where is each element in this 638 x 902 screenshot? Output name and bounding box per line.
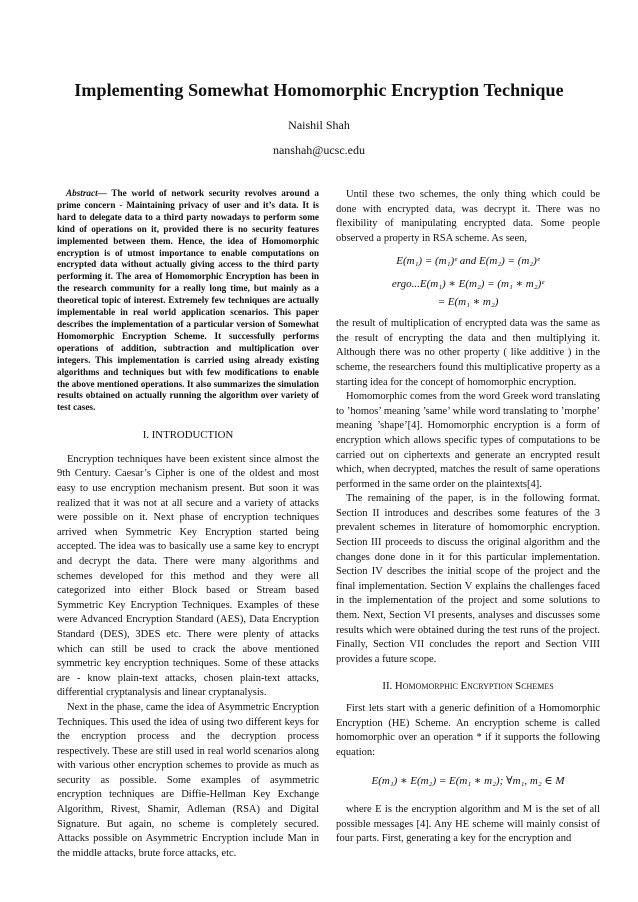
- paper-title: Implementing Somewhat Homomorphic Encryption Technique: [74, 80, 564, 100]
- equation-he-definition: E(m₁) ∗ E(m₂) = E(m₁ ∗ m₂); ∀m₁, m₂ ∈ M: [371, 775, 565, 788]
- equation-rsa-1: E(m₁) = (m₁)ᵉ and E(m₂) = (m₂)ᵉ: [396, 255, 540, 268]
- equation-rsa-2: ergo...E(m₁) ∗ E(m₂) = (m₁ ∗ m₂)ᵉ: [391, 277, 545, 290]
- section-heading-he-schemes: II. Homomorphic Encryption Schemes: [382, 680, 554, 693]
- abstract-dash: —: [97, 188, 112, 198]
- abstract-label: Abstract: [66, 188, 98, 198]
- intro-paragraph-4: the result of multiplication of encrypted data was the same as the result of encrypting the data and then multiplying it. Although there was no other property ( like additive ) in the scheme, the researchers found this multiplicative property as a starting idea for the concept of homomorphic encryption.: [336, 318, 600, 388]
- abstract-text: The world of network security revolves around a prime concern - Maintaining privacy of user and it’s data. It is hard to delegate data to a third party nowadays to perform some kind of operations on it, provided there is no security features implemented between them. Hence, the idea of Homomorphic encryption is of utmost importance to enable computations on encrypted data without actually giving access to the third party performing it. The area of Homomorphic Encryption has been in the research community for a really long time, but mainly as a theoretical topic of interest. Extremely few techniques are actually implementable in real world application scenarios. This paper describes the implementation of a particular version of Somewhat Homomorphic Encryption Scheme. It successfully performs operations of addition, subtraction and multiplication over integers. This implementation is carried using already existing algorithms and techniques but with few modifications to enable the above mentioned operations. It also summarizes the simulation results obtained on actually running the algorithm over variety of test cases.: [57, 188, 319, 413]
- abstract: [57, 188, 319, 414]
- intro-paragraph-3: Until these two schemes, the only thing which could be done with encrypted data, was decrypt it. There was no flexibility of manipulating encrypted data. Some people observed a property in RSA scheme. As seen,: [336, 189, 600, 244]
- author-name: Naishil Shah: [288, 118, 350, 132]
- section-heading-introduction: I. INTRODUCTION: [142, 429, 234, 442]
- intro-paragraph-2: Next in the phase, came the idea of Asymmetric Encryption Techniques. This used the idea of using two different keys for the encryption process and the decryption process respectively. These are still used in real world scenarios along with various other encryption schemes to provide as much as security as possible. Some examples of asymmetric encryption techniques are Diffie-Hellman Key Exchange Algorithm, Rivest, Shamir, Adleman (RSA) and Digital Signature. But again, no scheme is completely secured. Attacks possible on Asymmetric Encryption include Man in the middle attacks, brute force attacks, etc.: [57, 701, 319, 859]
- he-paragraph-2: where E is the encryption algorithm and M is the set of all possible messages [4]. Any HE scheme will mainly consist of four parts. First, generating a key for the encryption and: [336, 803, 600, 845]
- he-paragraph-1: First lets start with a generic definition of a Homomorphic Encryption (HE) Scheme. An encryption scheme is called homomorphic over an operation * if it supports the following equation:: [336, 703, 600, 758]
- author-email: nanshah@ucsc.edu: [272, 143, 366, 157]
- right-column: [336, 188, 600, 847]
- intro-paragraph-5: Homomorphic comes from the word Greek word translating to ’homos’ meaning ’same’ while word translating to ’morphe’ meaning ’shape’[4]. Homomorphic encryption is a form of encryption which allows specific types of computations to be carried out on ciphertexts and generate an encrypted result which, when decrypted, matches the result of same operations performed in the same order on the plaintexts[4].: [336, 391, 600, 490]
- left-column: [57, 188, 319, 861]
- intro-paragraph-6: The remaining of the paper, is in the following format. Section II introduces and describes some features of the 3 prevalent schemes in literature of homomorphic encryption. Section III proceeds to discuss the original algorithm and the changes done done in it for this particular implementation. Section IV describes the initial scope of the project and the final implementation. Section V explains the challenges faced in the implementation of the project and some solutions to them. Next, Section VI presents, analyses and discusses some results which were obtained during the test runs of the project. Finally, Section VII concludes the report and Section VIII provides a future scope.: [336, 493, 600, 665]
- intro-paragraph-1: Encryption techniques have been existent since almost the 9th Century. Caesar’s Cipher is one of the oldest and most easy to use encryption mechanism present. But soon it was realized that it was not at all secure and a variety of attacks were possible on it. Next phase of encryption techniques arrived when Symmetric Key Encryption started being accepted. The idea was to basically use a same key to encrypt and decrypt the data. There were many algorithms and schemes developed for this method and they were all categorized into either Block based or Stream based Symmetric Key Encryption Techniques. Examples of these were Advanced Encryption Standard (AES), Data Encryption Standard (DES), 3DES etc. There were plenty of attacks which can still be used to crack the above mentioned symmetric key encryption techniques. Some of these attacks are - know plain-text attacks, chosen plain-text attacks, differential cryptanalysis and linear cryptanalysis.: [57, 453, 319, 699]
- equation-rsa-3: = E(m₁ ∗ m₂): [437, 295, 499, 308]
